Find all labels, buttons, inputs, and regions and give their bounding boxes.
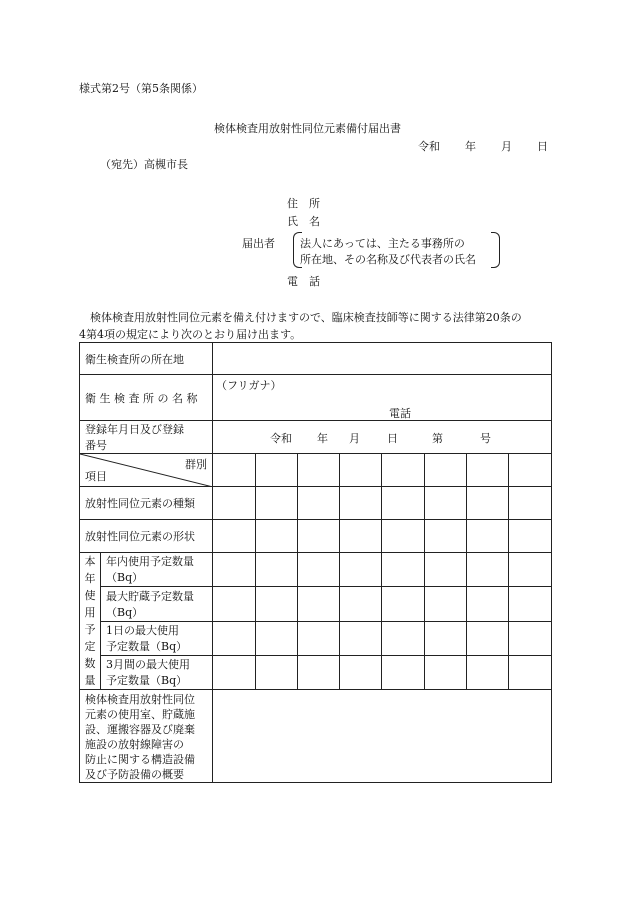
quarter-cell-1[interactable] bbox=[213, 655, 256, 689]
isotope-form-label: 放射性同位元素の形状 bbox=[80, 520, 213, 553]
facility-overview-label bbox=[80, 690, 213, 783]
row-registration bbox=[80, 421, 552, 454]
intro-line1: 検体検査用放射性同位元素を備え付けますので、臨床検査技師等に関する法律第20条の bbox=[79, 311, 522, 324]
vchar-3: 使 bbox=[84, 589, 96, 602]
row-facility-overview bbox=[80, 690, 552, 783]
form-cell-5[interactable] bbox=[382, 520, 425, 553]
storage-cell-7[interactable] bbox=[467, 586, 509, 621]
date-day: 日 bbox=[537, 140, 548, 153]
row-location bbox=[80, 343, 552, 375]
kind-cell-4[interactable] bbox=[340, 487, 382, 520]
row-isotope-form bbox=[80, 520, 552, 553]
lab-phone-label: 電話 bbox=[389, 407, 411, 420]
vchar-6: 定 bbox=[84, 640, 96, 653]
reg-day: 日 bbox=[387, 432, 398, 445]
daily-cell-6[interactable] bbox=[425, 622, 467, 656]
registration-label-line1: 登録年月日及び登録 bbox=[85, 423, 184, 436]
addressee: （宛先）高槻市長 bbox=[100, 158, 188, 171]
daily-cell-2[interactable] bbox=[256, 622, 298, 656]
kind-cell-2[interactable] bbox=[256, 487, 298, 520]
form-cell-7[interactable] bbox=[467, 520, 509, 553]
bracket-right bbox=[491, 232, 500, 268]
daily-cell-8[interactable] bbox=[509, 622, 552, 656]
group-cell-2[interactable] bbox=[256, 454, 298, 487]
daily-max-line2: 予定数量（Bq） bbox=[106, 640, 188, 654]
date-month: 月 bbox=[501, 140, 512, 153]
facility-line-1: 検体検査用放射性同位 bbox=[85, 693, 195, 706]
row-max-storage bbox=[80, 586, 552, 621]
group-cell-4[interactable] bbox=[340, 454, 382, 487]
storage-cell-2[interactable] bbox=[256, 586, 298, 621]
daily-cell-7[interactable] bbox=[467, 622, 509, 656]
kind-cell-1[interactable] bbox=[213, 487, 256, 520]
kind-cell-6[interactable] bbox=[425, 487, 467, 520]
group-cell-5[interactable] bbox=[382, 454, 425, 487]
annual-use-line1: 年内使用予定数量 bbox=[106, 555, 194, 569]
annual-use-label bbox=[101, 553, 213, 587]
facility-overview-field[interactable] bbox=[213, 690, 552, 783]
facility-line-3: 設、運搬容器及び廃棄 bbox=[85, 723, 195, 736]
name-label: 氏 名 bbox=[287, 215, 320, 228]
storage-cell-6[interactable] bbox=[425, 586, 467, 621]
row-annual-use bbox=[80, 553, 552, 587]
vchar-7: 数 bbox=[84, 657, 96, 670]
annual-use-line2: （Bq） bbox=[106, 571, 144, 585]
quarter-cell-4[interactable] bbox=[340, 655, 382, 689]
annual-cell-6[interactable] bbox=[425, 553, 467, 587]
row-isotope-kind bbox=[80, 487, 552, 520]
daily-cell-5[interactable] bbox=[382, 622, 425, 656]
reg-month: 月 bbox=[349, 432, 360, 445]
this-year-usage-label bbox=[80, 553, 101, 690]
corporate-note-line1: 法人にあっては、主たる事務所の bbox=[300, 237, 465, 250]
date-year: 年 bbox=[465, 140, 476, 153]
facility-line-6: 及び予防設備の概要 bbox=[85, 768, 184, 781]
registration-label bbox=[80, 421, 213, 454]
row-daily-max bbox=[80, 622, 552, 656]
registration-label-line2: 番号 bbox=[85, 439, 107, 452]
storage-cell-3[interactable] bbox=[298, 586, 340, 621]
location-label: 衛生検査所の所在地 bbox=[80, 343, 213, 375]
max-storage-line2: （Bq） bbox=[106, 605, 144, 619]
reg-era: 令和 bbox=[270, 432, 292, 445]
annual-cell-7[interactable] bbox=[467, 553, 509, 587]
max-storage-label bbox=[101, 586, 213, 621]
address-label: 住 所 bbox=[287, 197, 320, 210]
quarter-cell-2[interactable] bbox=[256, 655, 298, 689]
quarterly-max-line1: 3月間の最大使用 bbox=[106, 658, 190, 672]
annual-cell-4[interactable] bbox=[340, 553, 382, 587]
corporate-note-line2: 所在地、その名称及び代表者の氏名 bbox=[300, 253, 476, 266]
kind-cell-5[interactable] bbox=[382, 487, 425, 520]
group-item-header bbox=[80, 454, 213, 487]
max-storage-line1: 最大貯蔵予定数量 bbox=[106, 589, 194, 603]
location-field[interactable] bbox=[213, 343, 552, 375]
reg-year: 年 bbox=[317, 432, 328, 445]
group-cell-3[interactable] bbox=[298, 454, 340, 487]
group-cell-7[interactable] bbox=[467, 454, 509, 487]
furigana-label: （フリガナ） bbox=[216, 379, 282, 392]
annual-cell-8[interactable] bbox=[509, 553, 552, 587]
form-cell-4[interactable] bbox=[340, 520, 382, 553]
form-title: 検体検査用放射性同位元素備付届出書 bbox=[214, 122, 401, 135]
row-name bbox=[80, 375, 552, 421]
form-cell-3[interactable] bbox=[298, 520, 340, 553]
annual-cell-3[interactable] bbox=[298, 553, 340, 587]
reg-go: 号 bbox=[480, 432, 491, 445]
intro-line2: 4第4項の規定により次のとおり届け出ます。 bbox=[79, 328, 302, 341]
daily-max-line1: 1日の最大使用 bbox=[106, 624, 179, 638]
storage-cell-4[interactable] bbox=[340, 586, 382, 621]
kind-cell-7[interactable] bbox=[467, 487, 509, 520]
kind-cell-3[interactable] bbox=[298, 487, 340, 520]
facility-line-5: 防止に関する構造設備 bbox=[85, 753, 195, 766]
row-quarterly-max bbox=[80, 655, 552, 689]
daily-cell-4[interactable] bbox=[340, 622, 382, 656]
quarterly-max-line2: 予定数量（Bq） bbox=[106, 674, 188, 688]
quarterly-max-label bbox=[101, 655, 213, 689]
annual-cell-5[interactable] bbox=[382, 553, 425, 587]
quarter-cell-6[interactable] bbox=[425, 655, 467, 689]
notifier-label: 届出者 bbox=[242, 237, 275, 250]
registration-field[interactable] bbox=[213, 421, 552, 454]
quarter-cell-5[interactable] bbox=[382, 655, 425, 689]
notification-table bbox=[79, 342, 552, 783]
storage-cell-5[interactable] bbox=[382, 586, 425, 621]
quarter-cell-8[interactable] bbox=[509, 655, 552, 689]
form-number: 様式第2号（第5条関係） bbox=[79, 82, 203, 95]
form-cell-2[interactable] bbox=[256, 520, 298, 553]
vchar-5: 予 bbox=[84, 623, 96, 636]
vchar-8: 量 bbox=[84, 674, 96, 687]
quarter-cell-3[interactable] bbox=[298, 655, 340, 689]
vchar-2: 年 bbox=[84, 572, 96, 585]
item-label: 項目 bbox=[85, 470, 107, 483]
kind-cell-8[interactable] bbox=[509, 487, 552, 520]
storage-cell-8[interactable] bbox=[509, 586, 552, 621]
lab-name-label: 衛 生 検 査 所 の 名 称 bbox=[80, 375, 213, 421]
annual-cell-2[interactable] bbox=[256, 553, 298, 587]
reg-dai: 第 bbox=[432, 432, 443, 445]
group-cell-8[interactable] bbox=[509, 454, 552, 487]
facility-line-2: 元素の使用室、貯蔵施 bbox=[85, 708, 195, 721]
form-cell-1[interactable] bbox=[213, 520, 256, 553]
form-cell-6[interactable] bbox=[425, 520, 467, 553]
phone-label: 電 話 bbox=[287, 275, 320, 288]
form-cell-8[interactable] bbox=[509, 520, 552, 553]
group-label: 群別 bbox=[185, 458, 207, 471]
row-group-header bbox=[80, 454, 552, 487]
group-cell-1[interactable] bbox=[213, 454, 256, 487]
vchar-1: 本 bbox=[84, 555, 96, 568]
storage-cell-1[interactable] bbox=[213, 586, 256, 621]
group-cell-6[interactable] bbox=[425, 454, 467, 487]
facility-line-4: 施設の放射線障害の bbox=[85, 738, 184, 751]
isotope-kind-label: 放射性同位元素の種類 bbox=[80, 487, 213, 520]
vchar-4: 用 bbox=[84, 606, 96, 619]
lab-name-field[interactable] bbox=[213, 375, 552, 421]
date-era: 令和 bbox=[418, 140, 440, 153]
annual-cell-1[interactable] bbox=[213, 553, 256, 587]
daily-max-label bbox=[101, 622, 213, 656]
daily-cell-3[interactable] bbox=[298, 622, 340, 656]
quarter-cell-7[interactable] bbox=[467, 655, 509, 689]
daily-cell-1[interactable] bbox=[213, 622, 256, 656]
